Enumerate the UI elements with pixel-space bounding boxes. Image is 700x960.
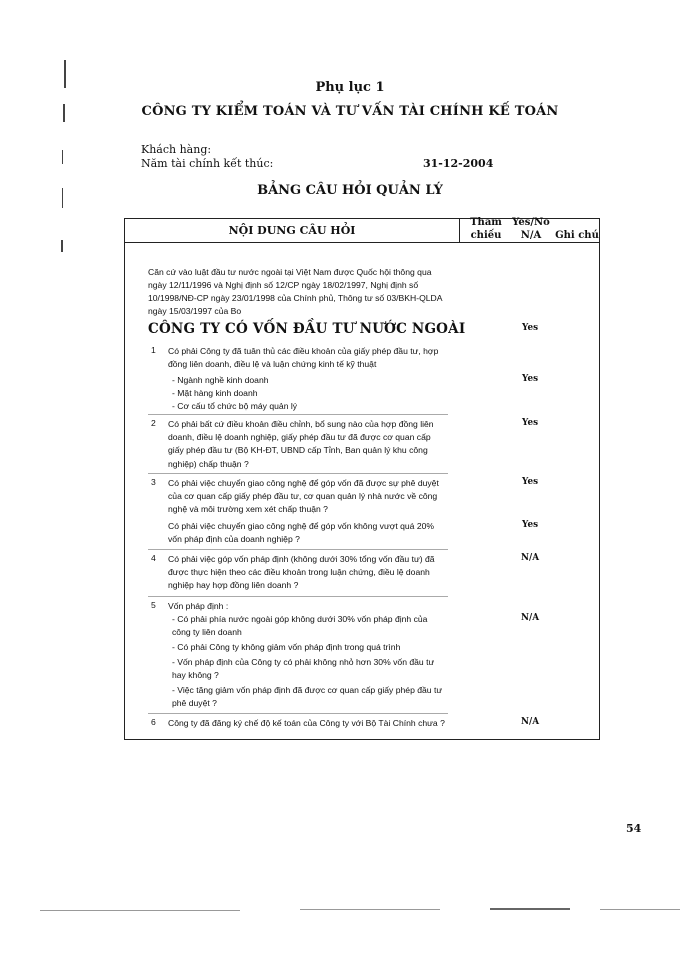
fiscal-year-end-date: 31-12-2004: [423, 157, 494, 170]
appendix-label: Phụ lục 1: [315, 80, 385, 95]
row-divider: [148, 549, 448, 550]
question-5-sub-a: - Có phải phía nước ngoài góp không dưới 30% vốn pháp định của công ty liên doanh: [172, 614, 428, 638]
scan-mark: [61, 240, 63, 252]
section-answer: Yes: [521, 323, 539, 333]
question-5-sub-b: - Có phải Công ty không giảm vốn pháp định trong quá trình: [172, 642, 401, 652]
question-6-answer: N/A: [520, 717, 540, 727]
col-header-content: NỘI DUNG CÂU HỎI: [228, 224, 356, 237]
question-1-sub-b: - Mặt hàng kinh doanh: [172, 388, 258, 398]
question-1-text: Có phải Công ty đã tuân thủ các điều khoản của giấy phép đầu tư, hợp đồng liên doanh, điều lệ và luận chứng kinh tế kỹ thuật: [168, 346, 439, 370]
question-5-answer: N/A: [520, 613, 540, 623]
company-name: CÔNG TY KIỂM TOÁN VÀ TƯ VẤN TÀI CHÍNH KẾ TOÁN: [141, 104, 559, 119]
table-header-rule: [125, 242, 599, 243]
client-label: Khách hàng:: [141, 143, 212, 156]
question-3-answer-b: Yes: [521, 520, 539, 530]
fiscal-year-label: Năm tài chính kết thúc:: [141, 157, 274, 170]
scan-mark: [64, 60, 66, 88]
intro-paragraph: Căn cứ vào luật đầu tư nước ngoài tại Việt Nam được Quốc hội thông qua ngày 12/11/1996 và Nghị định số 12/CP ngày 18/02/1997, Nghị định số 10/1998/NĐ-CP ngày 23/01/1998 của Chính phủ, Thông tư số 03/BKH-QLDA ngày 15/03/1997 của Bo: [148, 267, 442, 316]
question-3-number: 3: [151, 477, 156, 487]
question-3-answer: Yes: [521, 477, 539, 487]
row-divider: [148, 713, 448, 714]
question-1-sub-a: - Ngành nghề kinh doanh: [172, 375, 269, 385]
document-title: BẢNG CÂU HỎI QUẢN LÝ: [257, 183, 443, 198]
question-5-sub-c: - Vốn pháp định của Công ty có phải không nhỏ hơn 30% vốn đầu tư hay không ?: [172, 657, 435, 681]
section-heading: CÔNG TY CÓ VỐN ĐẦU TƯ NƯỚC NGOÀI: [148, 321, 466, 337]
scan-mark: [490, 908, 570, 910]
scan-mark: [600, 909, 680, 910]
col-header-note: Ghi chú: [555, 230, 599, 241]
scan-mark: [300, 909, 440, 910]
question-4-answer: N/A: [520, 553, 540, 563]
question-5-text: Vốn pháp định :: [168, 601, 229, 611]
question-4-text: Có phải việc góp vốn pháp định (không dưới 30% tổng vốn đầu tư) đã được thực hiện theo các điều khoản trong luận chứng, điều lệ doanh nghiệp hay hợp đồng liên doanh ?: [168, 554, 435, 591]
question-5-number: 5: [151, 600, 156, 610]
row-divider: [148, 473, 448, 474]
question-1-answer: Yes: [521, 374, 539, 384]
question-1-number: 1: [151, 345, 156, 355]
scan-mark: [62, 188, 63, 208]
question-2-answer: Yes: [521, 418, 539, 428]
scan-mark: [62, 150, 63, 164]
col-header-yesno-2: N/A: [520, 230, 542, 241]
page-number: 54: [626, 822, 642, 835]
scan-mark: [63, 104, 65, 122]
question-2-text: Có phải bất cứ điều khoản điều chỉnh, bổ sung nào của hợp đồng liên doanh, điều lệ doanh nghiệp, giấy phép đầu tư đã được cơ quan cấp giấy phép đầu tư (Bộ KH-ĐT, UBND cấp Tỉnh, Ban quản lý khu công nghiệp) chấp thuận ?: [168, 419, 434, 469]
question-3-text-b: Có phải việc chuyển giao công nghệ để góp vốn không vượt quá 20% vốn pháp định của doanh nghiệp ?: [168, 521, 435, 545]
col-header-ref-2: chiếu: [470, 230, 502, 241]
question-1-sub-c: - Cơ cấu tổ chức bộ máy quản lý: [172, 401, 298, 411]
scan-mark: [40, 910, 240, 911]
col-header-yesno-1: Yes/No: [512, 217, 550, 228]
row-divider: [148, 596, 448, 597]
table-bottom-rule: [125, 739, 599, 740]
question-3-text: Có phải việc chuyển giao công nghệ để góp vốn đã được sự phê duyệt của cơ quan cấp giấy phép đầu tư, cơ quan quản lý nhà nước về công nghệ và môi trường xem xét chấp thuận ?: [168, 478, 439, 515]
row-divider: [148, 414, 448, 415]
question-6-text: Công ty đã đăng ký chế độ kế toán của Công ty với Bộ Tài Chính chưa ?: [168, 718, 445, 728]
col-header-ref-1: Tham: [470, 217, 502, 228]
question-4-number: 4: [151, 553, 156, 563]
question-6-number: 6: [151, 717, 156, 727]
question-2-number: 2: [151, 418, 156, 428]
question-5-sub-d: - Việc tăng giảm vốn pháp định đã được cơ quan cấp giấy phép đầu tư phê duyệt ?: [172, 685, 443, 709]
